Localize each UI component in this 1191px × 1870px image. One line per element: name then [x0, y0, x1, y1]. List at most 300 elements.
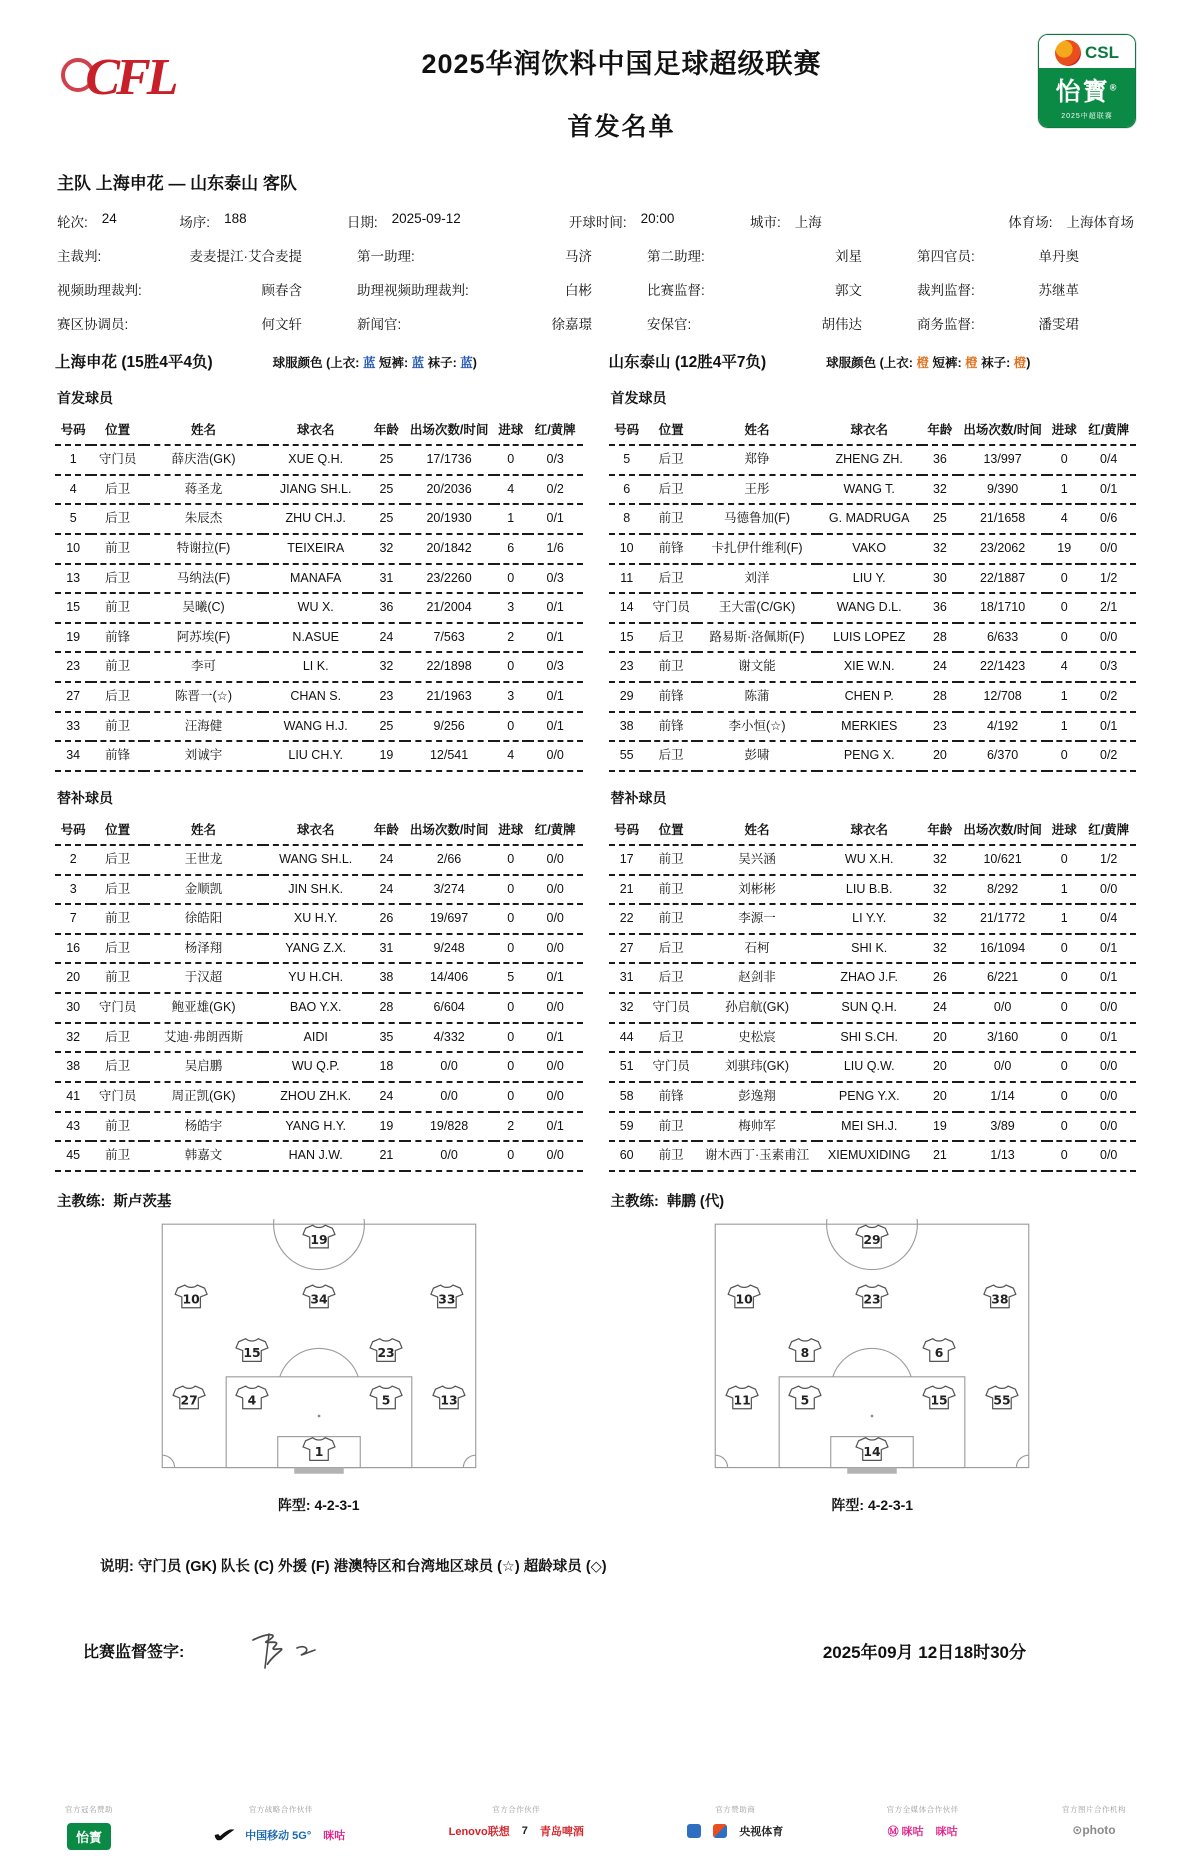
column-header: 进球 [494, 816, 528, 845]
svg-text:27: 27 [180, 1393, 198, 1408]
player-cell: 26 [368, 904, 404, 934]
title-block [205, 34, 1038, 143]
player-cell: 19 [922, 1112, 958, 1142]
player-cell: 58 [609, 1082, 645, 1112]
sponsor-logo [713, 1824, 727, 1838]
player-cell: 0/0 [405, 1052, 494, 1082]
player-cell: 0/0 [528, 1052, 583, 1082]
player-cell: 0/0 [528, 741, 583, 771]
player-shirt [236, 1338, 268, 1361]
svg-text:13: 13 [440, 1393, 458, 1408]
player-cell: 25 [922, 504, 958, 534]
player-cell: 23 [55, 652, 91, 682]
info-pair [917, 279, 1134, 299]
player-cell: 38 [609, 712, 645, 742]
info-label: 第四官员: [917, 249, 975, 264]
info-label: 商务监督: [917, 317, 975, 332]
player-cell: 0/1 [528, 963, 583, 993]
player-cell: 31 [368, 564, 404, 594]
player-cell: 4 [494, 741, 528, 771]
player-cell: 16/1094 [958, 934, 1047, 964]
svg-text:55: 55 [993, 1393, 1011, 1408]
player-cell: 4 [1047, 652, 1081, 682]
svg-text:29: 29 [863, 1232, 881, 1247]
away-column [609, 372, 1137, 1515]
player-cell: 0/0 [528, 1082, 583, 1112]
player-row [55, 593, 583, 623]
away-formation-label: 阵型: 4-2-3-1 [831, 1496, 914, 1513]
player-cell: 59 [609, 1112, 645, 1142]
player-cell: 36 [922, 445, 958, 475]
page-header [55, 34, 1136, 143]
player-cell: 38 [368, 963, 404, 993]
player-cell: 刘彬彬 [697, 875, 816, 905]
player-cell: 薛庆浩(GK) [144, 445, 263, 475]
player-cell: 16 [55, 934, 91, 964]
player-cell: 8/292 [958, 875, 1047, 905]
player-cell: 后卫 [645, 475, 698, 505]
player-cell: MERKIES [817, 712, 922, 742]
player-cell: 前卫 [645, 504, 698, 534]
player-cell: 20/1842 [405, 534, 494, 564]
player-cell: 6 [494, 534, 528, 564]
column-header: 号码 [55, 816, 91, 845]
away-coach: 主教练: 韩鹏 (代) [610, 1193, 725, 1210]
player-cell: 12/541 [405, 741, 494, 771]
player-row [609, 1052, 1137, 1082]
player-cell: 1/13 [958, 1141, 1047, 1171]
player-cell: 0/1 [528, 1023, 583, 1053]
player-cell: YANG H.Y. [263, 1112, 368, 1142]
player-cell: 0/0 [405, 1141, 494, 1171]
player-cell: 36 [368, 593, 404, 623]
info-pair [57, 313, 357, 333]
player-cell: 21 [922, 1141, 958, 1171]
column-header: 位置 [645, 816, 698, 845]
info-value: 何文轩 [261, 317, 302, 332]
player-cell: 0/0 [1081, 993, 1136, 1023]
info-value: 郭文 [835, 283, 862, 298]
player-cell: 1/6 [528, 534, 583, 564]
player-cell: 2 [494, 1112, 528, 1142]
csl-yibao-badge [1038, 34, 1136, 128]
home-subs-table [55, 816, 583, 1172]
info-label: 裁判监督: [917, 283, 975, 298]
player-cell: 10 [609, 534, 645, 564]
sponsor-logo: ⊙photo [1072, 1822, 1116, 1837]
player-cell: 周正凯(GK) [144, 1082, 263, 1112]
info-label: 体育场: [1008, 215, 1053, 230]
info-pair [347, 211, 569, 231]
player-cell: 马德鲁加(F) [697, 504, 816, 534]
player-cell: 20 [922, 1023, 958, 1053]
player-cell: 44 [609, 1023, 645, 1053]
player-cell: 0/0 [528, 875, 583, 905]
info-value: 188 [224, 211, 247, 226]
player-cell: 0/4 [1081, 445, 1136, 475]
info-value: 2025-09-12 [391, 211, 461, 226]
player-cell: 38 [55, 1052, 91, 1082]
player-shirt [856, 1285, 888, 1308]
player-row [609, 904, 1137, 934]
info-pair [917, 313, 1134, 333]
info-label: 赛区协调员: [57, 317, 129, 332]
player-cell: 后卫 [91, 564, 144, 594]
player-cell: 22/1898 [405, 652, 494, 682]
player-cell: 18 [368, 1052, 404, 1082]
column-header: 红/黄牌 [528, 416, 583, 445]
player-row [55, 682, 583, 712]
player-cell: TEIXEIRA [263, 534, 368, 564]
player-cell: 史松宸 [697, 1023, 816, 1053]
player-cell: PENG Y.X. [817, 1082, 922, 1112]
away-team-header [609, 350, 1137, 372]
player-cell: 0 [1047, 1082, 1081, 1112]
player-shirt [789, 1338, 821, 1361]
player-cell: 19 [368, 741, 404, 771]
player-cell: ZHAO J.F. [817, 963, 922, 993]
player-cell: XIEMUXIDING [817, 1141, 922, 1171]
player-shirt [431, 1285, 463, 1308]
player-cell: 0/0 [958, 993, 1047, 1023]
player-cell: 0 [1047, 934, 1081, 964]
player-cell: 4 [55, 475, 91, 505]
player-cell: 24 [368, 875, 404, 905]
column-header: 号码 [609, 416, 645, 445]
player-cell: 24 [922, 993, 958, 1023]
player-cell: 0/1 [528, 1112, 583, 1142]
player-row [609, 741, 1137, 771]
player-cell: LIU Y. [817, 564, 922, 594]
player-cell: 3 [494, 593, 528, 623]
column-header: 姓名 [697, 416, 816, 445]
player-cell: 0/0 [958, 1052, 1047, 1082]
home-starters-table [55, 416, 583, 772]
sponsor-group [887, 1804, 959, 1839]
sponsor-category-label: 官方战略合作伙伴 [248, 1804, 313, 1814]
player-shirt [433, 1386, 465, 1409]
player-cell: 0/2 [1081, 741, 1136, 771]
column-header: 球衣名 [817, 416, 922, 445]
player-cell: 2 [494, 623, 528, 653]
column-header: 出场次数/时间 [405, 416, 494, 445]
player-cell: 0/1 [1081, 475, 1136, 505]
player-row [609, 534, 1137, 564]
player-cell: 20/2036 [405, 475, 494, 505]
player-shirt [173, 1386, 205, 1409]
player-cell: 艾迪·弗朗西斯 [144, 1023, 263, 1053]
svg-text:19: 19 [310, 1232, 328, 1247]
away-pitch [707, 1219, 1037, 1481]
player-row [609, 564, 1137, 594]
info-value: 潘雯珺 [1038, 317, 1079, 332]
home-team-name: 上海申花 (15胜4平4负) [55, 354, 213, 371]
column-header: 年龄 [368, 416, 404, 445]
player-cell: 30 [55, 993, 91, 1023]
player-cell: SUN Q.H. [817, 993, 922, 1023]
player-cell: 0/1 [528, 593, 583, 623]
header-row [55, 816, 583, 845]
player-cell: 17 [609, 845, 645, 875]
player-cell: 22/1423 [958, 652, 1047, 682]
sponsor-group [211, 1804, 346, 1848]
player-cell: 35 [368, 1023, 404, 1053]
player-cell: 32 [922, 534, 958, 564]
player-cell: 28 [922, 623, 958, 653]
player-row [609, 623, 1137, 653]
player-cell: 0 [494, 712, 528, 742]
info-pair [647, 313, 917, 333]
player-row [55, 993, 583, 1023]
player-cell: 31 [609, 963, 645, 993]
player-cell: 1 [1047, 682, 1081, 712]
player-cell: 前卫 [91, 712, 144, 742]
player-cell: 32 [368, 534, 404, 564]
player-cell: 前锋 [645, 1082, 698, 1112]
player-cell: 前卫 [645, 1112, 698, 1142]
player-cell: CHEN P. [817, 682, 922, 712]
player-cell: 赵剑非 [697, 963, 816, 993]
svg-text:8: 8 [800, 1345, 810, 1360]
player-cell: 0/0 [1081, 534, 1136, 564]
player-cell: 0/2 [528, 475, 583, 505]
player-row [609, 934, 1137, 964]
player-cell: 4/332 [405, 1023, 494, 1053]
svg-text:38: 38 [991, 1292, 1009, 1307]
sponsor-logo: 央视体育 [739, 1825, 784, 1838]
info-pair [57, 245, 357, 265]
player-cell: 0 [1047, 593, 1081, 623]
column-header: 红/黄牌 [528, 816, 583, 845]
player-shirt [856, 1437, 888, 1460]
info-label: 城市: [750, 215, 781, 230]
away-kit-colors: 球服颜色 (上衣: 橙 短裤: 橙 袜子: 橙) [826, 356, 1031, 370]
player-cell: 0 [1047, 741, 1081, 771]
player-cell: G. MADRUGA [817, 504, 922, 534]
legend-note: 说明: 守门员 (GK) 队长 (C) 外援 (F) 港澳特区和台湾地区球员 (☆) 超龄球员 (◇) [100, 1558, 607, 1575]
player-cell: 后卫 [91, 845, 144, 875]
svg-text:1: 1 [314, 1444, 324, 1459]
header-row [55, 416, 583, 445]
player-cell: 3 [55, 875, 91, 905]
player-cell: 3/274 [405, 875, 494, 905]
player-cell: 汪海健 [144, 712, 263, 742]
player-cell: 杨皓宇 [144, 1112, 263, 1142]
signature-row [83, 1628, 1136, 1674]
home-kit-colors: 球服颜色 (上衣: 蓝 短裤: 蓝 袜子: 蓝) [272, 356, 477, 370]
player-cell: 鲍亚雄(GK) [144, 993, 263, 1023]
player-cell: 60 [609, 1141, 645, 1171]
info-pair [569, 211, 750, 231]
player-cell: 前卫 [91, 534, 144, 564]
player-row [609, 963, 1137, 993]
player-cell: 0/6 [1081, 504, 1136, 534]
player-cell: 前卫 [645, 1141, 698, 1171]
player-cell: 32 [609, 993, 645, 1023]
player-row [55, 1082, 583, 1112]
svg-text:23: 23 [863, 1292, 881, 1307]
player-cell: 31 [368, 934, 404, 964]
player-cell: 36 [922, 593, 958, 623]
player-cell: 前卫 [645, 904, 698, 934]
player-cell: 0/3 [528, 445, 583, 475]
player-cell: LIU Q.W. [817, 1052, 922, 1082]
info-label: 主裁判: [57, 249, 102, 264]
info-value: 胡伟达 [821, 317, 862, 332]
player-cell: 于汉超 [144, 963, 263, 993]
player-row [609, 593, 1137, 623]
player-cell: 32 [55, 1023, 91, 1053]
player-cell: 0/1 [528, 682, 583, 712]
player-cell: 0 [494, 904, 528, 934]
info-value: 上海 [794, 215, 822, 230]
sponsor-logo: 咪咕 [935, 1825, 958, 1838]
signature-datetime: 2025年09月 12日18时30分 [822, 1643, 1026, 1663]
player-row [55, 564, 583, 594]
column-header: 姓名 [697, 816, 816, 845]
player-shirt [370, 1386, 402, 1409]
column-header: 姓名 [144, 416, 263, 445]
player-row [55, 1052, 583, 1082]
player-cell: 陈蒲 [697, 682, 816, 712]
player-cell: 9/248 [405, 934, 494, 964]
csl-badge-text: CSL [1085, 43, 1119, 62]
player-cell: 0 [1047, 1141, 1081, 1171]
column-header: 年龄 [922, 816, 958, 845]
player-row [609, 1112, 1137, 1142]
player-cell: JIN SH.K. [263, 875, 368, 905]
player-cell: 3 [494, 682, 528, 712]
player-cell: 李可 [144, 652, 263, 682]
info-label: 视频助理裁判: [57, 283, 142, 298]
player-cell: 0/0 [1081, 623, 1136, 653]
player-cell: 0 [494, 445, 528, 475]
info-value: 苏继革 [1038, 283, 1079, 298]
player-cell: HAN J.W. [263, 1141, 368, 1171]
sponsor-category-label: 官方图片合作机构 [1061, 1804, 1126, 1814]
player-cell: 20 [922, 1082, 958, 1112]
player-cell: 0 [494, 1082, 528, 1112]
player-row [55, 475, 583, 505]
player-cell: 22 [609, 904, 645, 934]
info-value: 白彬 [565, 283, 592, 298]
player-cell: 1 [55, 445, 91, 475]
player-cell: 1 [494, 504, 528, 534]
info-label: 比赛监督: [647, 283, 705, 298]
player-cell: 后卫 [645, 445, 698, 475]
player-cell: 34 [55, 741, 91, 771]
player-cell: 32 [922, 875, 958, 905]
player-cell: JIANG SH.L. [263, 475, 368, 505]
info-label: 轮次: [57, 215, 88, 230]
player-cell: 0/0 [528, 1141, 583, 1171]
player-cell: 6/633 [958, 623, 1047, 653]
player-cell: 前锋 [645, 534, 698, 564]
svg-text:10: 10 [182, 1292, 200, 1307]
player-cell: WU X.H. [817, 845, 922, 875]
player-row [55, 534, 583, 564]
player-cell: 石柯 [697, 934, 816, 964]
home-starters-label: 首发球员 [57, 390, 113, 406]
info-value: 单丹奥 [1038, 249, 1079, 264]
player-cell: 郑铮 [697, 445, 816, 475]
info-label: 第一助理: [357, 249, 415, 264]
player-row [55, 963, 583, 993]
player-shirt [303, 1437, 335, 1460]
player-cell: 1 [1047, 712, 1081, 742]
player-cell: 前卫 [91, 904, 144, 934]
rosters [55, 372, 1136, 1515]
player-cell: 10 [55, 534, 91, 564]
player-cell: 王大雷(C/GK) [697, 593, 816, 623]
cfl-logo [55, 34, 205, 106]
player-cell: 阿苏埃(F) [144, 623, 263, 653]
info-label: 安保官: [647, 317, 692, 332]
player-row [55, 652, 583, 682]
sponsor-group [1062, 1804, 1126, 1837]
player-row [609, 652, 1137, 682]
sponsor-logo: ✔ [211, 1824, 239, 1847]
away-starters-table [609, 416, 1137, 772]
sponsor-logo: 怡寳 [67, 1823, 111, 1850]
svg-text:14: 14 [863, 1444, 881, 1459]
player-cell: 2 [55, 845, 91, 875]
player-cell: 15 [55, 593, 91, 623]
player-shirt [236, 1386, 268, 1409]
player-cell: 彭逸翔 [697, 1082, 816, 1112]
player-cell: CHAN S. [263, 682, 368, 712]
player-cell: 0 [1047, 845, 1081, 875]
player-row [55, 741, 583, 771]
player-shirt [728, 1285, 760, 1308]
player-cell: 5 [609, 445, 645, 475]
player-cell: 0/0 [1081, 875, 1136, 905]
player-cell: 0/3 [528, 564, 583, 594]
player-cell: 朱辰杰 [144, 504, 263, 534]
player-cell: MANAFA [263, 564, 368, 594]
svg-text:4: 4 [247, 1393, 257, 1408]
home-subs-label: 替补球员 [57, 789, 113, 806]
svg-text:11: 11 [733, 1393, 751, 1408]
player-cell: MEI SH.J. [817, 1112, 922, 1142]
player-row [55, 1112, 583, 1142]
player-cell: 6/370 [958, 741, 1047, 771]
player-shirt [370, 1338, 402, 1361]
svg-text:15: 15 [930, 1393, 948, 1408]
player-cell: 4 [1047, 504, 1081, 534]
player-cell: 21/2004 [405, 593, 494, 623]
player-cell: 0 [494, 1141, 528, 1171]
player-cell: 20 [922, 1052, 958, 1082]
info-label: 助理视频助理裁判: [357, 283, 469, 298]
player-cell: 0 [494, 652, 528, 682]
info-pair [647, 245, 917, 265]
player-cell: 1/2 [1081, 564, 1136, 594]
column-header: 红/黄牌 [1081, 816, 1136, 845]
player-cell: 0/2 [1081, 682, 1136, 712]
player-cell: 谢木西丁·玉素甫江 [697, 1141, 816, 1171]
away-formation-diagram [609, 1219, 1137, 1515]
player-cell: 5 [494, 963, 528, 993]
player-cell: 55 [609, 741, 645, 771]
player-cell: 18/1710 [958, 593, 1047, 623]
player-cell: 32 [922, 845, 958, 875]
sponsor-logo: 咪咕 [323, 1830, 346, 1843]
player-cell: 0 [494, 875, 528, 905]
player-row [55, 1141, 583, 1171]
player-cell: 0 [494, 1052, 528, 1082]
player-row [609, 712, 1137, 742]
